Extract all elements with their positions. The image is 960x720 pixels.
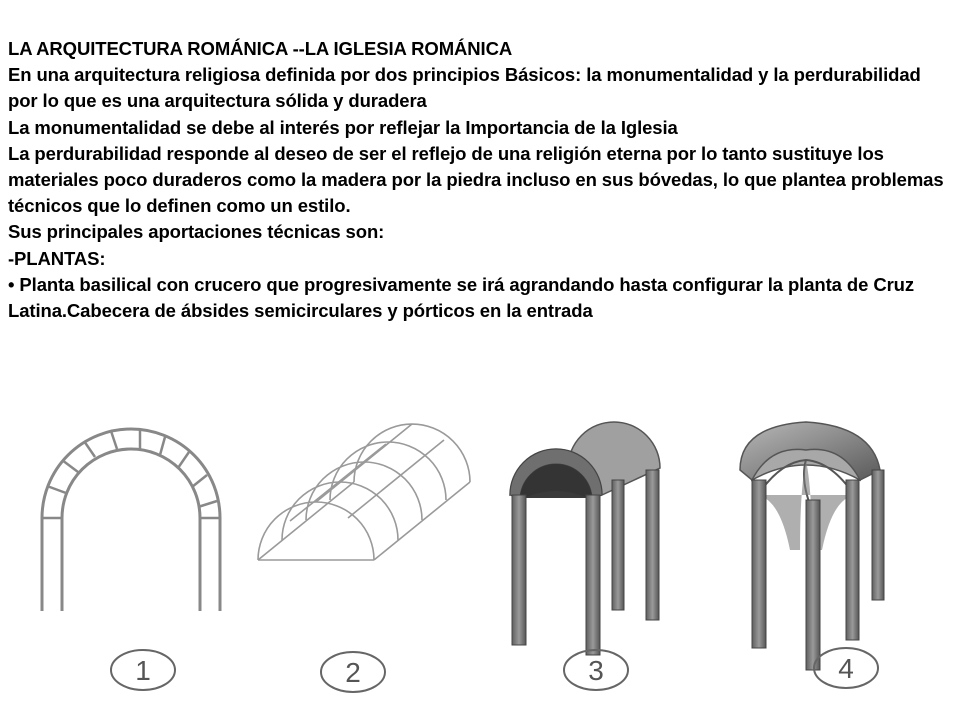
bullet-text: Planta basilical con crucero que progresivamente se irá agrandando hasta configurar la planta de Cruz Latina.Cabecera de ábsides semicirculares y pórticos en la entrada	[8, 273, 915, 322]
bullet-icon: •	[8, 273, 20, 295]
semicircular-arch-figure	[42, 429, 220, 611]
figure-label-1-text: 1	[135, 655, 151, 686]
paragraph-contributions: Sus principales aportaciones técnicas son:	[8, 221, 385, 243]
paragraph-monumentality: La monumentalidad se debe al interés por reflejar la Importancia de la Iglesia	[8, 116, 678, 138]
groin-vault-figure	[740, 422, 884, 670]
paragraph-intro: En una arquitectura religiosa definida por dos principios Básicos: la monumentalidad y la perdurabilidad por lo que es una arquitectura sólida y duradera	[8, 64, 921, 112]
figure-label-1	[111, 650, 175, 690]
vault-illustrations	[0, 390, 960, 720]
figure-label-2	[321, 652, 385, 692]
figure-label-4	[814, 648, 878, 688]
barrel-vault-solid-figure	[510, 422, 660, 655]
figure-label-3	[564, 650, 628, 690]
barrel-vault-wireframe-figure	[258, 424, 470, 560]
paragraph-durability: La perdurabilidad responde al deseo de ser el reflejo de una religión eterna por lo tanto sustituye los materiales poco duraderos como la madera por la piedra incluso en sus bóvedas, lo que plantea problemas técnicos que lo definen como un estilo.	[8, 142, 944, 217]
figure-label-4-text: 4	[838, 653, 854, 684]
vault-illustrations-svg	[0, 390, 960, 720]
slide-title: LA ARQUITECTURA ROMÁNICA --LA IGLESIA ROMÁNICA	[8, 38, 513, 59]
paragraph-plantas: -PLANTAS:	[8, 247, 106, 269]
bullet-item	[8, 272, 952, 324]
slide-text	[8, 36, 952, 324]
figure-label-3-text: 3	[588, 655, 604, 686]
figure-label-2-text: 2	[345, 657, 361, 688]
